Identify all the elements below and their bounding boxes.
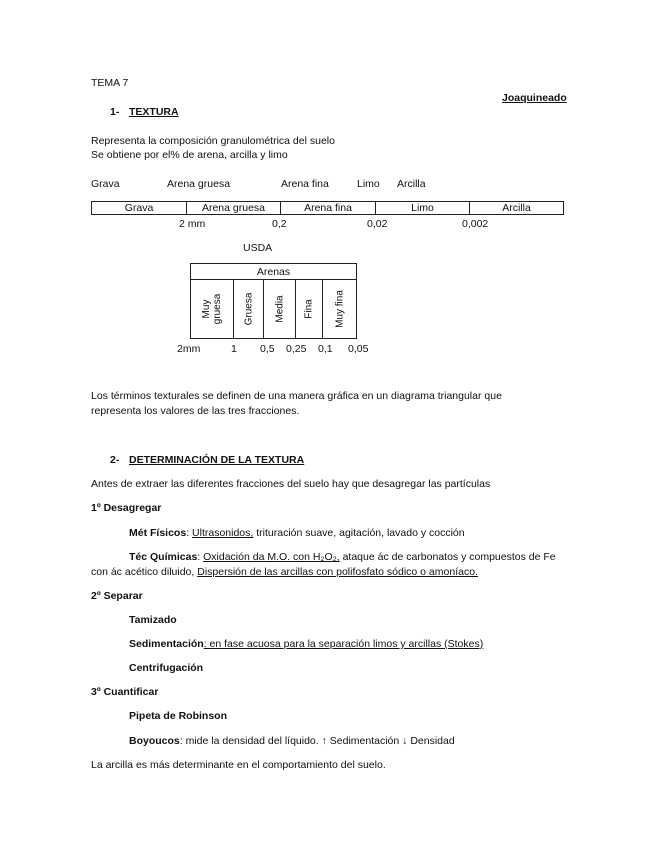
- tamizado: Tamizado: [129, 614, 177, 626]
- paragraph-line1: Los términos texturales se definen de una manera gráfica en un diagrama triangular que: [91, 390, 502, 402]
- usda-limit: 0,25: [286, 343, 307, 355]
- table-cell-limo: Limo: [376, 202, 470, 214]
- section2-intro: Antes de extraer las diferentes fracciones del suelo hay que desagregar las partículas: [91, 478, 491, 490]
- usda-limit: 2mm: [177, 343, 201, 355]
- sedimentacion-label: Sedimentación: [129, 638, 204, 650]
- table-cell-grava: Grava: [92, 202, 187, 214]
- label-grava: Grava: [91, 178, 120, 190]
- limit-0-02: 0,02: [367, 218, 388, 230]
- quimicos-label: Téc Químicas: [129, 551, 198, 563]
- label-arena-gruesa: Arena gruesa: [167, 178, 231, 190]
- usda-col-gruesa: [234, 280, 264, 338]
- section1-line1: Representa la composición granulométrica del suelo: [91, 135, 335, 147]
- sedimentacion-line: [129, 638, 483, 651]
- pipeta-robinson: Pipeta de Robinson: [129, 710, 228, 722]
- fisicos-rest: trituración suave, agitación, lavado y cocción: [253, 527, 465, 539]
- usda-col-label: Muy gruesa: [201, 293, 223, 325]
- table-cell-arcilla: Arcilla: [502, 202, 531, 214]
- step3-heading: 3º Cuantificar: [91, 686, 159, 698]
- tecnicas-quimicas-line2: [91, 566, 478, 579]
- fisicos-link: Ultrasonidos,: [192, 527, 254, 539]
- usda-table: [190, 263, 357, 339]
- step1-heading: 1º Desagregar: [91, 502, 162, 514]
- fisicos-label: Mét Físicos: [129, 527, 187, 539]
- section1-number: 1-: [110, 106, 120, 118]
- boyoucos-label: Boyoucos: [129, 735, 180, 747]
- usda-limit: 1: [231, 343, 237, 355]
- fractions-table: [91, 201, 564, 215]
- usda-title: USDA: [243, 242, 273, 254]
- quimicos-line2-link: Dispersión de las arcillas con polifosfato sódico o amoníaco.: [197, 566, 478, 578]
- section1-title: TEXTURA: [129, 106, 179, 118]
- quimicos-rest: ataque ác de carbonatos y compuestos de Fe: [339, 551, 556, 563]
- usda-col-muy-gruesa: [191, 280, 234, 338]
- usda-group-label: Arenas: [191, 264, 356, 280]
- usda-col-label: Fina: [303, 299, 315, 319]
- author-name: Joaquineado: [502, 92, 567, 104]
- label-arena-fina: Arena fina: [281, 178, 329, 190]
- table-cell-arena-fina: Arena fina: [281, 202, 376, 214]
- tema-title: TEMA 7: [91, 77, 129, 89]
- table-cell-arena-gruesa: Arena gruesa: [187, 202, 281, 214]
- usda-limit: 0,1: [318, 343, 333, 355]
- limit-2mm: 2 mm: [179, 218, 206, 230]
- paragraph-line2: representa los valores de las tres fracciones.: [91, 405, 300, 417]
- boyoucos-text: : mide la densidad del líquido. ↑ Sedimentación ↓ Densidad: [179, 735, 455, 747]
- quimicos-line2-plain: con ác acético diluido,: [91, 566, 198, 578]
- conclusion: La arcilla es más determinante en el comportamiento del suelo.: [91, 759, 386, 771]
- usda-col-media: [264, 280, 296, 338]
- usda-limit: 0,5: [260, 343, 275, 355]
- tecnicas-quimicas-line: Téc Químicas: Oxidación da M.O. con H₂O₂, ataque ác de carbonatos y compuestos de Fe: [129, 551, 556, 563]
- section2-number: 2-: [110, 454, 120, 466]
- usda-limit: 0,05: [348, 343, 369, 355]
- usda-col-label: Muy fina: [334, 290, 345, 328]
- sedimentacion-text: : en fase acuosa para la separación limos y arcillas (Stokes): [203, 638, 484, 650]
- step2-heading: 2º Separar: [91, 590, 143, 602]
- label-limo: Limo: [357, 178, 380, 190]
- section2-title: DETERMINACIÓN DE LA TEXTURA: [129, 454, 305, 466]
- usda-col-fina: [296, 280, 323, 338]
- metodos-fisicos-line: Mét Físicos: Ultrasonidos, trituración suave, agitación, lavado y cocción: [129, 527, 465, 539]
- label-arcilla: Arcilla: [397, 178, 426, 190]
- section1-line2: Se obtiene por el% de arena, arcilla y limo: [91, 149, 288, 161]
- quimicos-link: Oxidación da M.O. con H₂O₂,: [203, 551, 340, 563]
- usda-col-muy-fina: [323, 280, 356, 338]
- limit-0-002: 0,002: [462, 218, 489, 230]
- usda-col-label: Gruesa: [243, 292, 254, 326]
- usda-col-label: Media: [274, 295, 285, 323]
- boyoucos-line: [129, 735, 455, 748]
- centrifugacion: Centrifugación: [129, 662, 204, 674]
- limit-0-2: 0,2: [272, 218, 287, 230]
